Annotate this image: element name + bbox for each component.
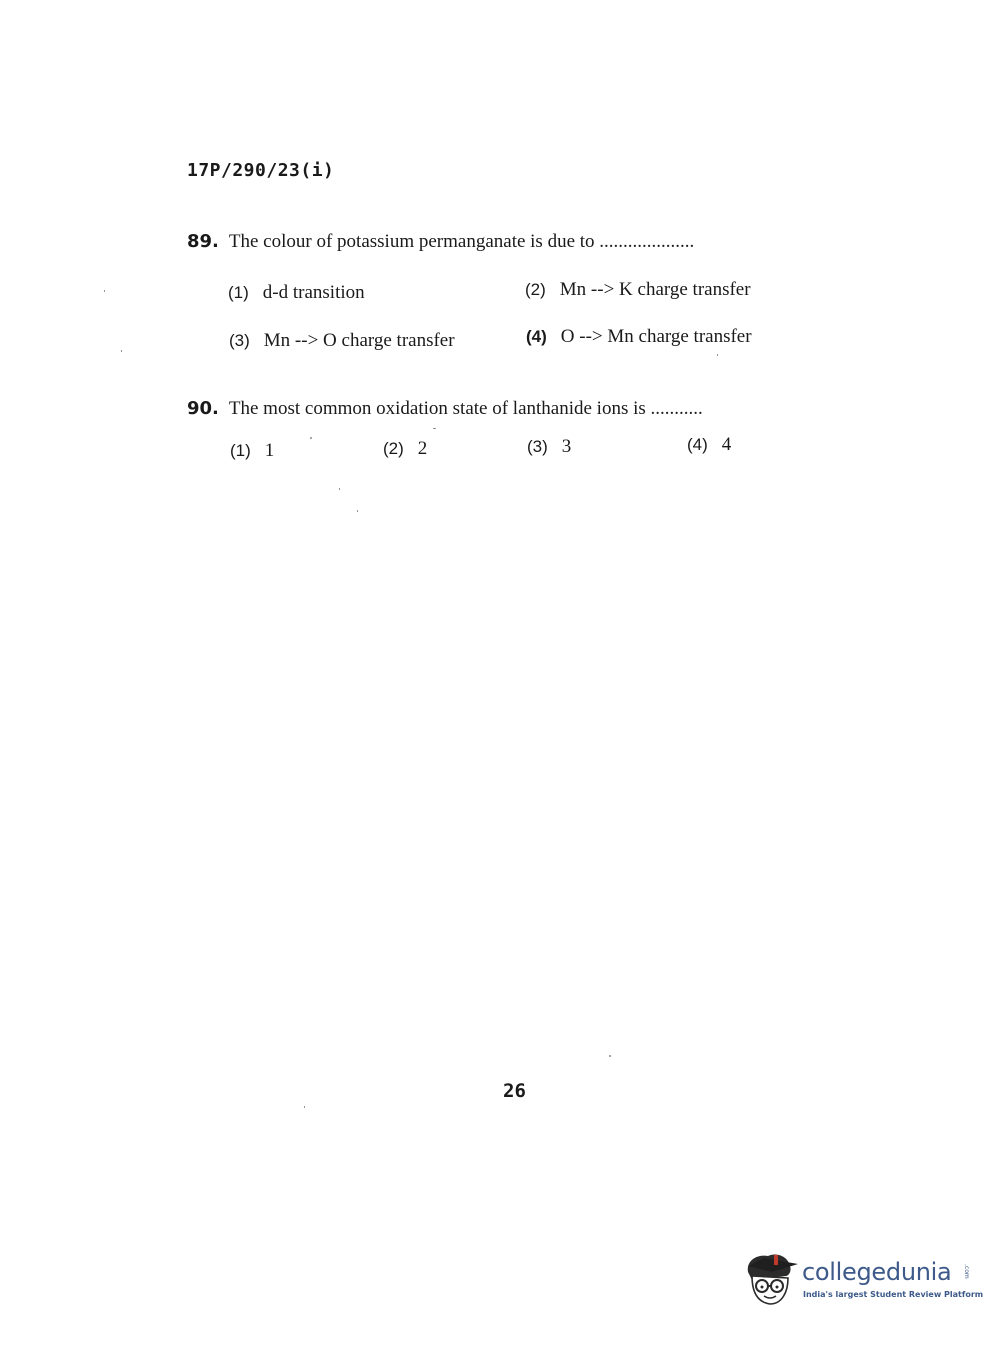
option-label: (2) bbox=[525, 280, 546, 299]
scan-speck bbox=[339, 488, 340, 490]
logo-wordmark: collegedunia bbox=[802, 1258, 952, 1286]
option-label: (1) bbox=[230, 441, 251, 460]
student-mascot-icon bbox=[742, 1250, 800, 1312]
scan-speck bbox=[357, 510, 358, 512]
scan-speck bbox=[304, 1106, 305, 1108]
scan-speck bbox=[433, 428, 436, 429]
option-89-2 bbox=[525, 279, 751, 301]
question-text: The most common oxidation state of lanthanide ions is ........... bbox=[228, 398, 703, 419]
option-label: (1) bbox=[228, 283, 249, 302]
option-90-1 bbox=[230, 440, 274, 462]
scan-speck bbox=[310, 437, 312, 439]
paper-code: 17P/290/23(i) bbox=[187, 160, 335, 181]
question-89 bbox=[187, 231, 694, 253]
option-text: Mn --> K charge transfer bbox=[559, 279, 751, 300]
option-89-3 bbox=[229, 330, 455, 352]
option-90-3 bbox=[527, 436, 571, 458]
option-text: d-d transition bbox=[262, 282, 365, 303]
question-number: 90. bbox=[187, 398, 219, 419]
option-label: (4) bbox=[526, 327, 547, 346]
option-text: 2 bbox=[417, 438, 428, 459]
option-text: 1 bbox=[264, 440, 275, 461]
collegedunia-logo[interactable] bbox=[742, 1250, 984, 1312]
option-90-4 bbox=[687, 434, 731, 456]
option-89-4 bbox=[526, 326, 752, 348]
option-label: (2) bbox=[383, 439, 404, 458]
logo-tagline: India's largest Student Review Platform bbox=[803, 1290, 984, 1299]
option-90-2 bbox=[383, 438, 427, 460]
option-89-1 bbox=[228, 282, 365, 304]
question-text: The colour of potassium permanganate is due to .................... bbox=[228, 231, 695, 252]
logo-domain-suffix: .com bbox=[963, 1264, 970, 1279]
option-text: O --> Mn charge transfer bbox=[560, 326, 752, 347]
question-90 bbox=[187, 398, 703, 420]
option-text: 3 bbox=[561, 436, 572, 457]
option-text: 4 bbox=[721, 434, 732, 455]
question-number: 89. bbox=[187, 231, 219, 252]
scan-speck bbox=[121, 350, 122, 352]
scan-speck bbox=[717, 354, 718, 356]
option-label: (3) bbox=[527, 437, 548, 456]
option-text: Mn --> O charge transfer bbox=[263, 330, 455, 351]
option-label: (4) bbox=[687, 435, 708, 454]
scan-speck bbox=[104, 290, 105, 292]
option-label: (3) bbox=[229, 331, 250, 350]
page-number: 26 bbox=[503, 1080, 526, 1102]
scan-speck bbox=[609, 1055, 611, 1057]
